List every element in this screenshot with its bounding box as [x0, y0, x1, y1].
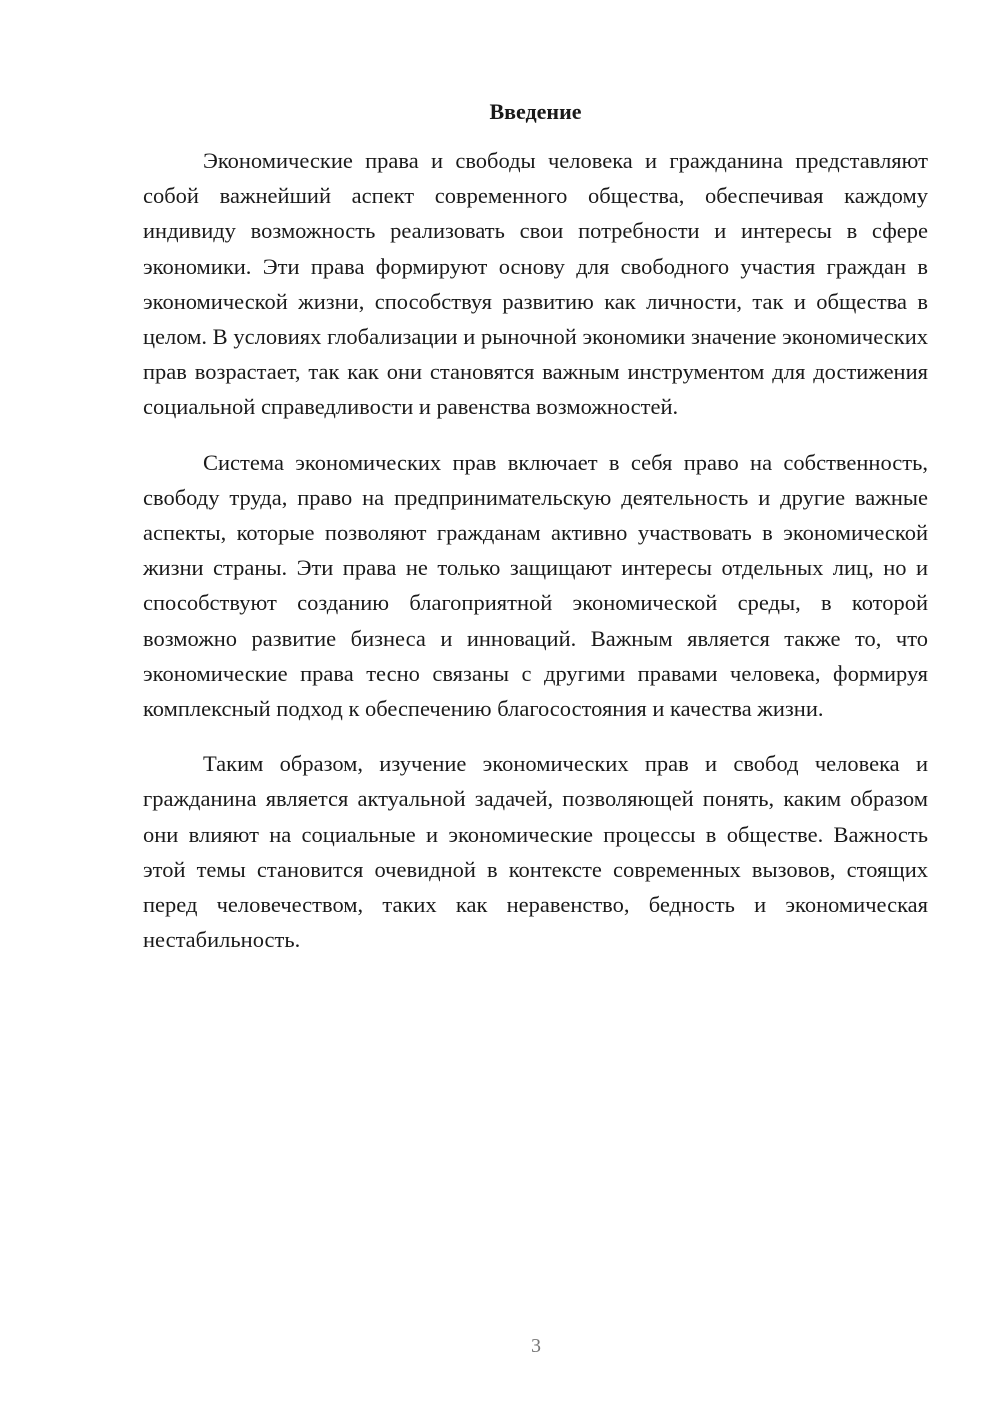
paragraph-3: Таким образом, изучение экономических прав и свобод человека и гражданина является актуальной задачей, позволяющей понять, каким образом они влияют на социальные и экономические процессы в обществе. Важность этой темы становится очевидной в контексте современных вызовов, стоящих перед человечеством, таких как неравенство, бедность и экономическая нестабильность. [143, 751, 928, 953]
paragraph-2: Система экономических прав включает в себя право на собственность, свободу труда, право на предпринимательскую деятельность и другие важные аспекты, которые позволяют гражданам активно участвовать в экономической жизни страны. Эти права не только защищают интересы отдельных лиц, но и способствуют созданию благоприятной экономической среды, в которой возможно развитие бизнеса и инноваций. Важным является также то, что экономические права тесно связаны с другими правами человека, формируя комплексный подход к обеспечению благосостояния и качества жизни. [143, 449, 928, 722]
paragraph-1: Экономические права и свободы человека и гражданина представляют собой важнейший аспект современного общества, обеспечивая каждому индивиду возможность реализовать свои потребности и интересы в сфере экономики. Эти права формируют основу для свободного участия граждан в экономической жизни, способствуя развитию как личности, так и общества в целом. В условиях глобализации и рыночной экономики значение экономических прав возрастает, так как они становятся важным инструментом для достижения социальной справедливости и равенства возможностей. [143, 148, 928, 420]
document-body [143, 143, 928, 977]
page-number: 3 [531, 1335, 541, 1357]
page-title: Введение [489, 99, 582, 124]
